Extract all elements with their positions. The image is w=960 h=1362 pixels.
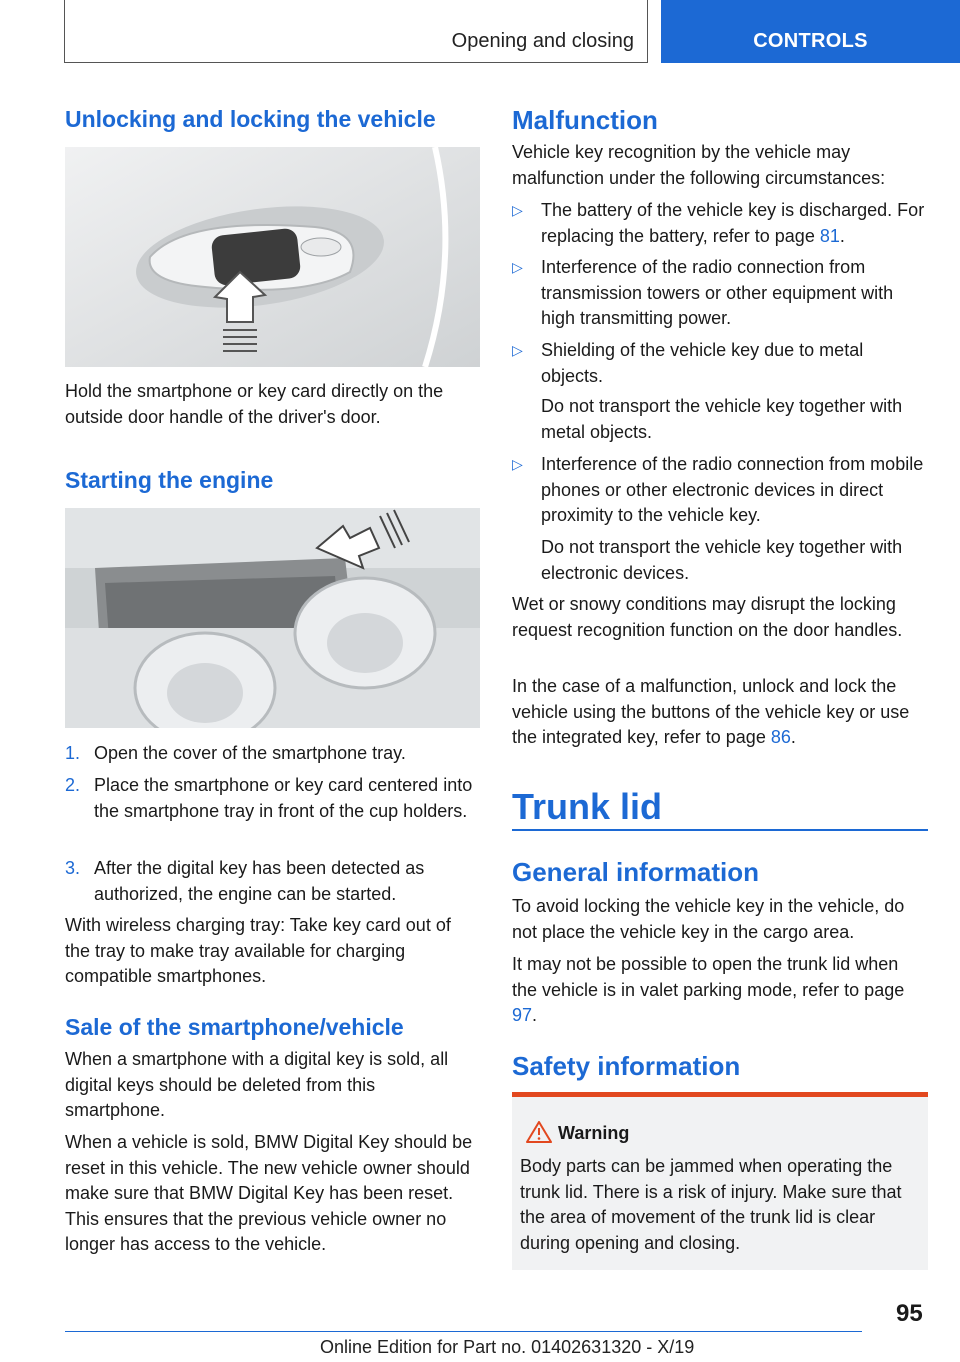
bullet-text: The battery of the vehicle key is discharged. For replacing the battery, refer to page [541,200,925,246]
step-text: After the digital key has been detected as authorized, the engine can be started. [94,858,425,904]
bullet-text: Interference of the radio connection from transmission towers or other equipment with high transmitting power. [541,257,894,328]
bullet-text: Shielding of the vehicle key due to metal objects. [541,340,864,386]
chapter-tab: CONTROLS [661,0,960,63]
chapter-title: Trunk lid [512,786,663,827]
step-2 [65,773,480,850]
page-link-86[interactable]: 86 [770,727,791,747]
heading-starting: Starting the engine [65,467,274,493]
heading-unlocking: Unlocking and locking the vehicle [65,106,436,132]
heading-malfunction: Malfunction [512,105,658,135]
step-number: 2. [65,775,81,795]
paragraph-unlock: Hold the smartphone or key card directly on the outside door handle of the driver's door. [65,381,444,427]
bullet-interference [512,255,928,332]
warning-text: Body parts can be jammed when operating the trunk lid. There is a risk of injury. Make sure that the area of movement of the trunk lid is clear during opening and closing. [520,1156,902,1253]
bullet-mobile [512,452,928,529]
step-text: Open the cover of the smartphone tray. [94,743,406,763]
bullet-triangle-icon: ▷ [512,342,523,358]
step-1 [65,741,480,767]
bullet-triangle-icon: ▷ [512,259,523,275]
page-link-97[interactable]: 97 [512,1005,533,1025]
paragraph-case [512,674,928,751]
warning-triangle-icon [526,1121,552,1148]
bullet-triangle-icon: ▷ [512,202,523,218]
general-text: It may not be possible to open the trunk lid when the vehicle is in valet parking mode, refer to page [512,954,905,1000]
door-handle-illustration [65,147,480,367]
heading-safety: Safety information [512,1051,741,1081]
footer-edition: Online Edition for Part no. 01402631320 - X/19 [320,1337,695,1357]
bullet-note-metal: Do not transport the vehicle key together with metal objects. [541,396,903,442]
case-tail: . [790,727,796,747]
paragraph-general-1: To avoid locking the vehicle key in the vehicle, do not place the vehicle key in the cargo area. [512,896,905,942]
footer-rule [65,1331,862,1332]
step-text: Place the smartphone or key card centered into the smartphone tray in front of the cup holders. [94,775,473,821]
paragraph-sale-2: When a vehicle is sold, BMW Digital Key should be reset in this vehicle. The new vehicle owner should make sure that BMW Digital Key has been reset. This ensures that the previous vehicle owner no longer has access to the vehicle. [65,1132,473,1254]
warning-title: Warning [558,1123,630,1143]
section-title: Opening and closing [451,30,634,52]
paragraph-wireless: With wireless charging tray: Take key card out of the tray to make tray available for charging compatible smartphones. [65,915,451,986]
step-number: 1. [65,743,81,763]
bullet-note-electronic: Do not transport the vehicle key together with electronic devices. [541,537,903,583]
bullet-shielding [512,338,928,390]
step-3 [65,856,480,908]
general-tail: . [532,1005,538,1025]
page-number: 95 [896,1300,923,1327]
smartphone-tray-illustration [65,508,480,728]
bullet-battery [512,198,928,250]
paragraph-wet: Wet or snowy conditions may disrupt the locking request recognition function on the door handles. [512,594,903,640]
bullet-text: Interference of the radio connection from mobile phones or other electronic devices in direct proximity to the vehicle key. [541,454,924,525]
paragraph-general-2 [512,952,928,1029]
step-number: 3. [65,858,81,878]
paragraph-sale-1: When a smartphone with a digital key is sold, all digital keys should be deleted from this smartphone. [65,1049,449,1120]
bullet-tail: . [839,225,845,246]
bullet-triangle-icon: ▷ [512,456,523,472]
warning-box [512,1092,928,1270]
page-link-81[interactable]: 81 [819,225,840,246]
heading-general: General information [512,857,760,887]
chapter-rule [512,829,928,831]
heading-sale: Sale of the smartphone/vehicle [65,1014,404,1040]
paragraph-malfunction: Vehicle key recognition by the vehicle may malfunction under the following circumstances: [512,142,886,188]
case-text: In the case of a malfunction, unlock and lock the vehicle using the buttons of the vehicle key or use the integrated key, refer to page [512,676,910,747]
